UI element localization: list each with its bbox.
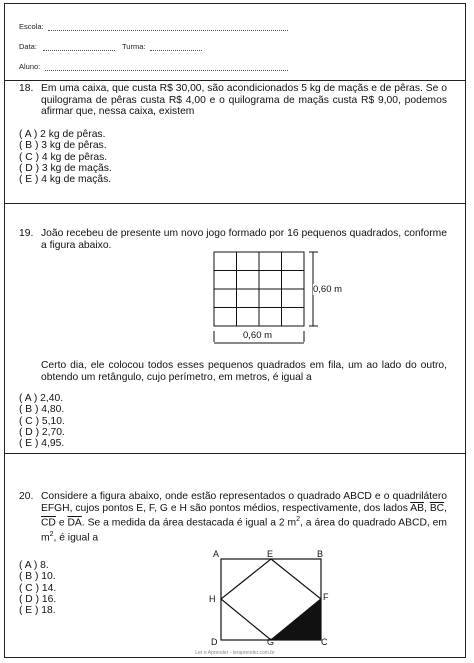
question-20-number: 20. — [19, 491, 34, 502]
segment-da: $\overline{DA}$ — [67, 517, 82, 529]
question-20-text-c: , a área do quadrado ABCD, em m — [41, 517, 447, 544]
option-e[interactable]: ( E ) 18. — [19, 605, 56, 617]
option-a[interactable]: ( A ) 8. — [19, 560, 49, 571]
grid-square — [237, 308, 260, 327]
date-field[interactable] — [43, 50, 115, 51]
class-field[interactable] — [150, 50, 202, 51]
question-19-text: João recebeu de presente um novo jogo formado por 16 pequenos quadrados, conforme a figura abaixo. — [41, 228, 447, 251]
point-e: E — [267, 549, 274, 559]
point-h: H — [209, 594, 216, 604]
question-20-text-b: . Se a medida da área destacada é igual a 2 m — [81, 517, 297, 529]
question-19-options — [19, 393, 65, 449]
option-c[interactable]: ( C ) 5,10. — [19, 415, 65, 427]
question-20-options — [19, 560, 56, 616]
and: e — [58, 517, 65, 529]
school-field[interactable] — [48, 30, 288, 31]
grid-square — [259, 289, 282, 308]
option-b[interactable]: ( B ) 4,80. — [19, 404, 65, 416]
question-18-number: 18. — [19, 83, 34, 94]
option-b[interactable]: ( B ) 3 kg de pêras. — [19, 140, 107, 152]
grid-square — [282, 271, 305, 290]
vertex-c: C — [321, 637, 328, 647]
option-a[interactable]: ( A ) 2,40. — [19, 393, 64, 404]
grid-square — [282, 252, 305, 271]
grid-square — [214, 289, 237, 308]
student-label: Aluno: — [19, 62, 41, 71]
width-label: 0,60 m — [243, 330, 273, 341]
option-d[interactable]: ( D ) 16. — [19, 593, 57, 605]
comma: , — [444, 502, 447, 514]
grid-square — [259, 308, 282, 327]
option-e[interactable]: ( E ) 4,95. — [19, 438, 65, 450]
point-f: F — [323, 592, 329, 602]
vertex-b: B — [317, 549, 324, 559]
question-18-options — [19, 129, 112, 185]
school-label: Escola: — [19, 22, 44, 31]
segment-ab: $\overline{AB}$ — [410, 502, 424, 514]
option-a[interactable]: ( A ) 2 kg de pêras. — [19, 129, 106, 140]
grid — [214, 252, 304, 326]
superscript-2: 2 — [296, 516, 301, 524]
class-label: Turma: — [122, 42, 146, 51]
question-18-text: Em uma caixa, que custa R$ 30,00, são acondicionados 5 kg de maçãs e de pêras. Se o quilograma de pêras custa R$ 4,00 e o quilograma de maçãs custa R$ 9,00, podemos afirmar que, nessa caixa, existem — [41, 83, 447, 118]
grid-square — [259, 252, 282, 271]
grid-square — [282, 289, 305, 308]
grid-square — [282, 308, 305, 327]
option-c[interactable]: ( C ) 14. — [19, 582, 57, 594]
grid-square — [237, 252, 260, 271]
question-19-continuation — [41, 360, 447, 383]
point-g: G — [267, 637, 275, 647]
question-20-text — [41, 491, 447, 544]
option-d[interactable]: ( D ) 2,70. — [19, 426, 65, 438]
grid-square — [237, 289, 260, 308]
superscript-2: 2 — [49, 531, 54, 539]
question-19-number: 19. — [19, 228, 34, 239]
grid-square — [214, 252, 237, 271]
option-b[interactable]: ( B ) 10. — [19, 571, 56, 583]
header-divider — [5, 80, 465, 81]
question-20 — [19, 491, 447, 544]
question-divider — [5, 203, 465, 204]
question-19 — [19, 228, 447, 251]
student-field[interactable] — [45, 70, 288, 71]
question-20-text-d: , é igual a — [53, 532, 99, 544]
option-e[interactable]: ( E ) 4 kg de maçãs. — [19, 174, 112, 186]
question-divider — [5, 453, 465, 454]
question-18 — [19, 83, 447, 118]
comma: , — [423, 502, 427, 514]
height-label: 0,60 m — [313, 284, 343, 295]
question-20-text-a: Considere a figura abaixo, onde estão representados o quadrado ABCD e o quadrilátero EFGH, cujos pontos E, F, G e H são pontos médios, respectivamente, dos lados — [41, 491, 447, 514]
segment-cd: $\overline{CD}$ — [41, 517, 56, 529]
date-label: Data: — [19, 42, 37, 51]
grid-square — [259, 271, 282, 290]
segment-bc: $\overline{BC}$ — [429, 502, 445, 514]
worksheet-page — [4, 3, 466, 658]
option-c[interactable]: ( C ) 4 kg de pêras. — [19, 151, 108, 163]
grid-square — [237, 271, 260, 290]
vertex-a: A — [213, 549, 220, 559]
square-figure — [205, 546, 335, 650]
question-19-text2: Certo dia, ele colocou todos esses pequenos quadrados em fila, um ao lado do outro, obtendo um retângulo, cujo perímetro, em metros, é igual a — [41, 360, 447, 383]
option-d[interactable]: ( D ) 3 kg de maçãs. — [19, 162, 112, 174]
footer: Ler e Aprender - leraprender.com.br — [195, 650, 275, 656]
grid-square — [214, 271, 237, 290]
grid-square — [214, 308, 237, 327]
vertex-d: D — [211, 637, 218, 647]
